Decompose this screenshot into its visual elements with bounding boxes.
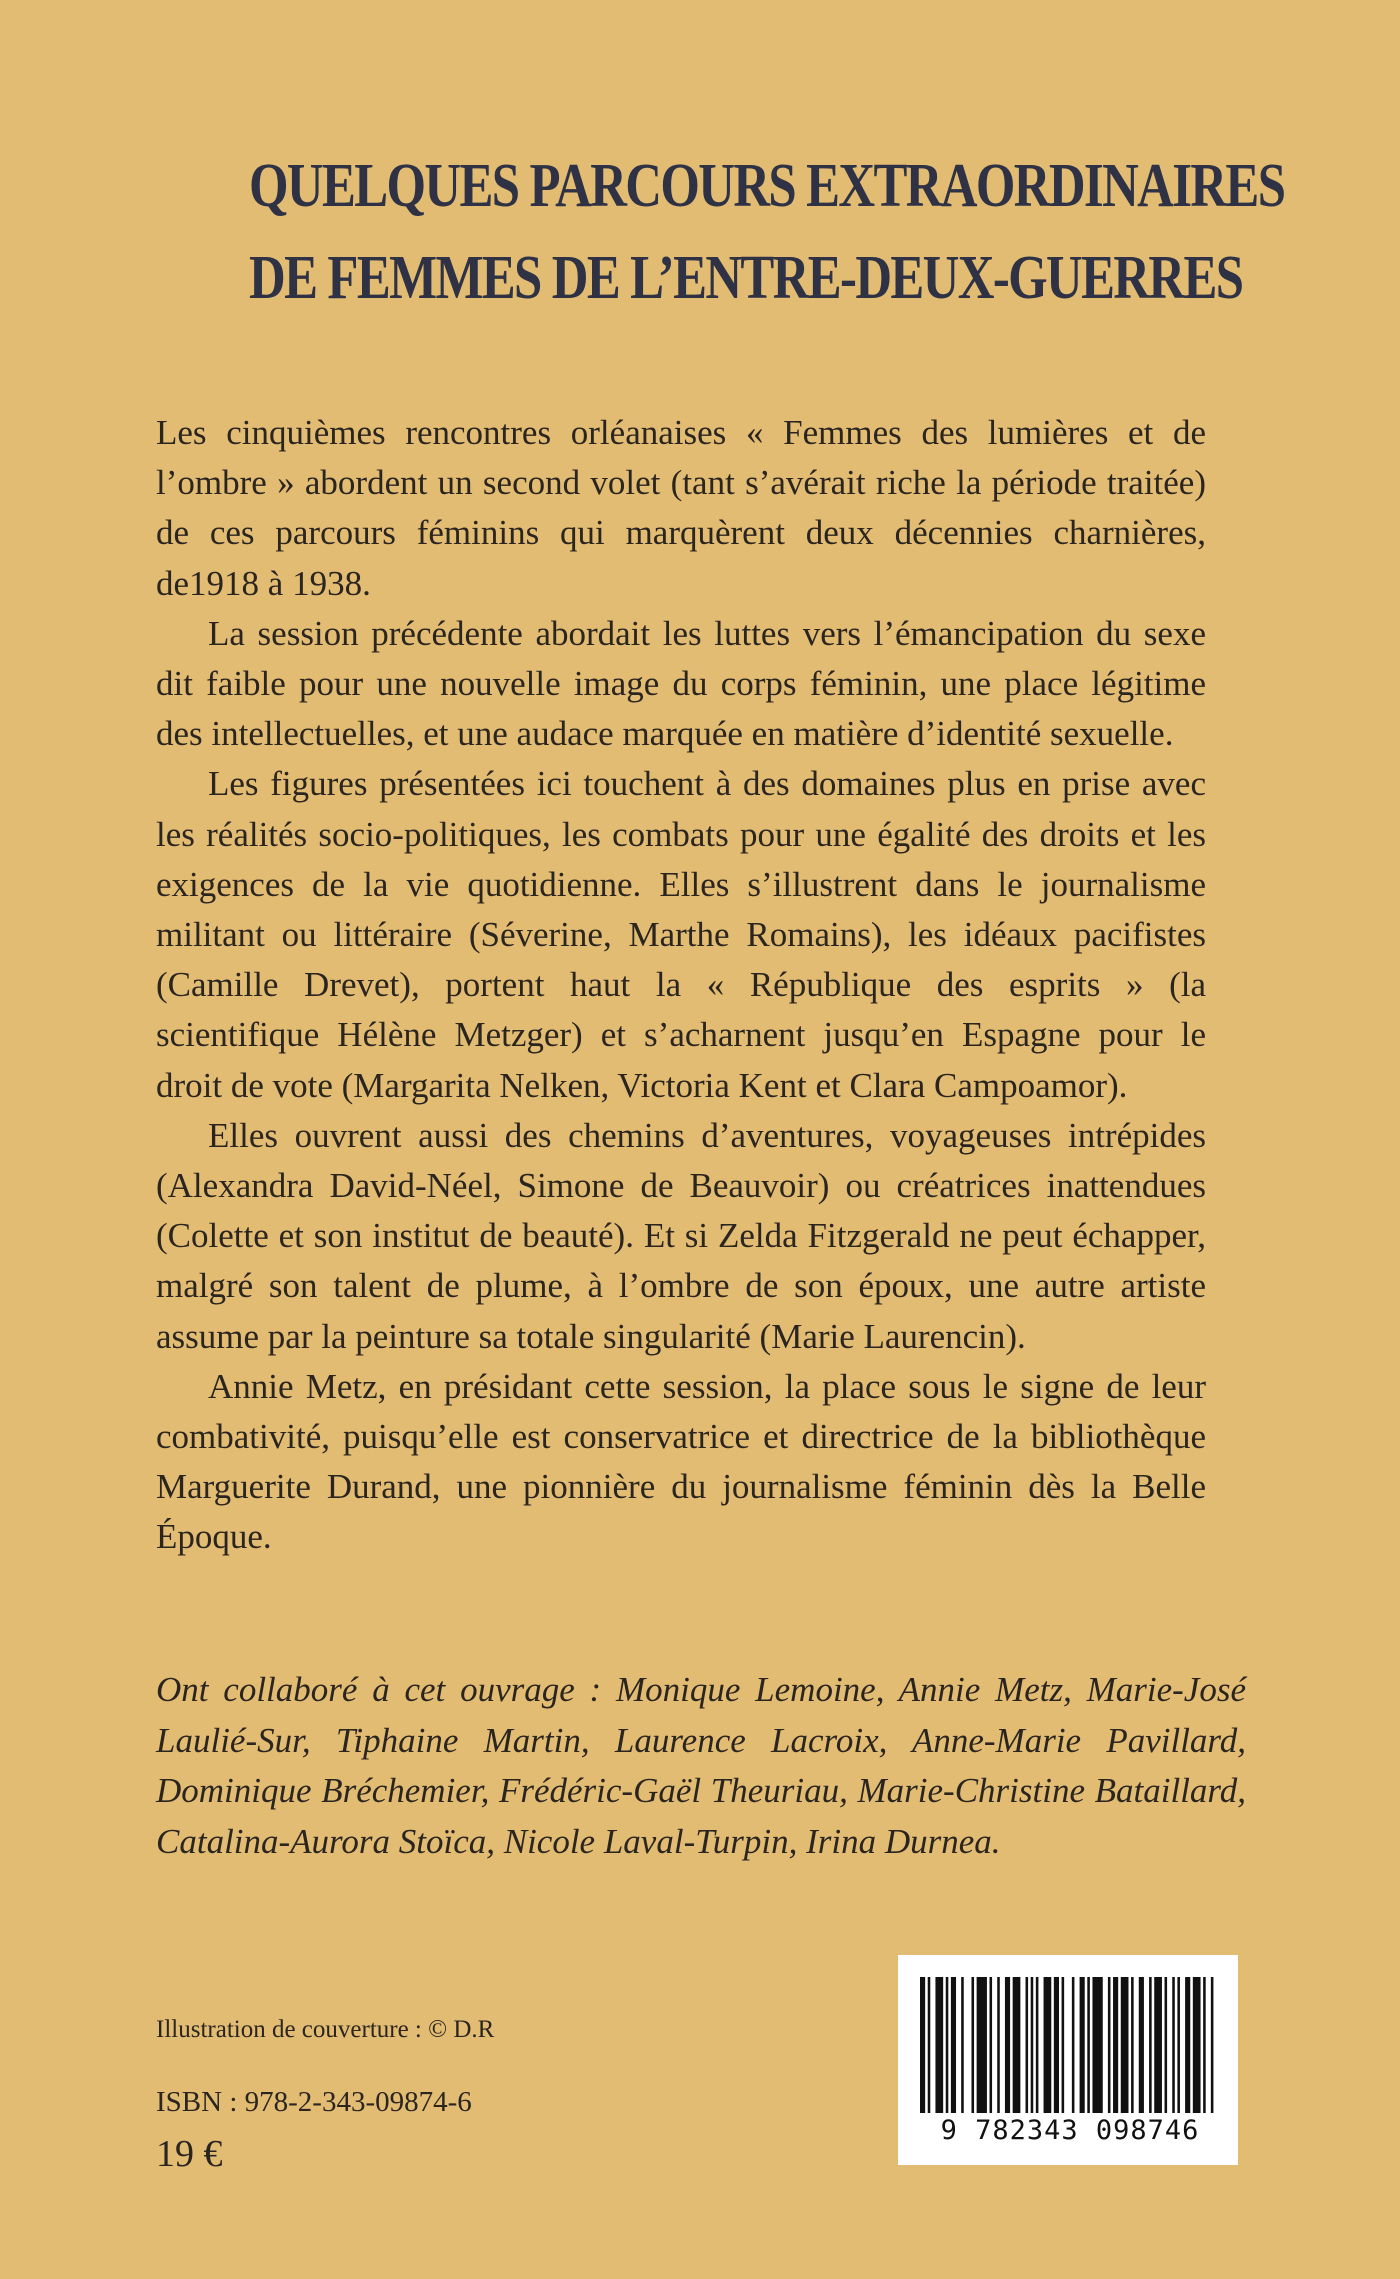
- barcode-bar: [1113, 1977, 1118, 2113]
- barcode-bar: [997, 1977, 1000, 2113]
- barcode-bar: [928, 1977, 931, 2113]
- barcode-bar: [1154, 1977, 1162, 2113]
- barcode-bar: [1036, 1977, 1039, 2113]
- barcode-bar: [971, 1977, 974, 2113]
- barcode-bar: [946, 1977, 949, 2113]
- barcode-bar: [935, 1977, 943, 2113]
- summary-paragraph: Annie Metz, en présidant cette session, la place sous le signe de leur combativité, puisqu’elle est conservatrice et directrice de la bibliothèque Marguerite Durand, une pionnière du journalisme féminin dès la Belle Époque.: [156, 1366, 1206, 1557]
- summary-text: [156, 408, 1206, 1563]
- barcode-bar: [1139, 1977, 1144, 2113]
- barcode-bar: [951, 1977, 956, 2113]
- barcode-bar: [1087, 1977, 1090, 2113]
- barcode-bar: [1054, 1977, 1059, 2113]
- barcode-bar: [1005, 1977, 1010, 2113]
- barcode-bars: [920, 1977, 1216, 2117]
- barcode-bar: [1092, 1977, 1102, 2113]
- barcode-bar: [977, 1977, 987, 2113]
- collaborators-list: Ont collaboré à cet ouvrage : Monique Lemoine, Annie Metz, Marie-José Laulié-Sur, Tiphaine Martin, Laurence Lacroix, Anne-Marie Pavillard, Dominique Bréchemier, Frédéric-Gaël Theuriau, Marie-Christine Bataillard, Catalina-Aurora Stoïca, Nicole Laval-Turpin, Irina Durnea.: [156, 1670, 1246, 1861]
- isbn: ISBN : 978-2-343-09874-6: [156, 2086, 472, 2118]
- barcode-bar: [961, 1977, 964, 2113]
- summary-paragraph: Elles ouvrent aussi des chemins d’aventures, voyageuses intrépides (Alexandra David-Néel, Simone de Beauvoir) ou créatrices inattendues (Colette et son institut de beauté). Et si Zelda Fitzgerald ne peut échapper, malgré son talent de plume, à l’ombre de son époux, une autre artiste assume par la peinture sa totale singularité (Marie Laurencin).: [156, 1115, 1206, 1356]
- barcode-bar: [1131, 1977, 1134, 2113]
- barcode-bar: [1044, 1977, 1052, 2113]
- barcode: [898, 1955, 1238, 2165]
- illustration-credit: Illustration de couverture : © D.R: [156, 2016, 495, 2043]
- barcode-digits: 9 782343 098746: [940, 2115, 1200, 2146]
- summary-paragraph: Les figures présentées ici touchent à des domaines plus en prise avec les réalités socio-politiques, les combats pour une égalité des droits et les exigences de la vie quotidienne. Elles s’illustrent dans le journalisme militant ou littéraire (Séverine, Marthe Romains), les idéaux pacifistes (Camille Drevet), portent haut la « République des esprits » (la scientifique Hélène Metzger) et s’acharnent jusqu’en Espagne pour le droit de vote (Margarita Nelken, Victoria Kent et Clara Campoamor).: [156, 764, 1206, 1105]
- barcode-bar: [1165, 1977, 1168, 2113]
- barcode-bar: [1177, 1977, 1180, 2113]
- barcode-bar: [1193, 1977, 1201, 2113]
- barcode-bar: [920, 1977, 925, 2113]
- barcode-bar: [1172, 1977, 1175, 2113]
- title-line-2: DE FEMMES DE L’ENTRE-DEUX-GUERRES: [249, 244, 1243, 312]
- barcode-bar: [1121, 1977, 1129, 2113]
- price: 19 €: [156, 2133, 223, 2175]
- summary-paragraph: La session précédente abordait les luttes vers l’émancipation du sexe dit faible pour une nouvelle image du corps féminin, une place légitime des intellectuelles, et une audace marquée en matière d’identité sexuelle.: [156, 613, 1206, 754]
- barcode-bar: [1031, 1977, 1034, 2113]
- barcode-bar: [1072, 1977, 1075, 2113]
- summary-paragraph: Les cinquièmes rencontres orléanaises « Femmes des lumières et de l’ombre » abordent un second volet (tant s’avérait riche la période traitée) de ces parcours féminins qui marquèrent deux décennies charnières, de1918 à 1938.: [156, 413, 1206, 603]
- book-title: [249, 140, 1285, 324]
- barcode-bar: [1080, 1977, 1085, 2113]
- title-line-1: QUELQUES PARCOURS EXTRAORDINAIRES: [249, 152, 1285, 220]
- barcode-bar: [1062, 1977, 1065, 2113]
- barcode-bar: [1013, 1977, 1021, 2113]
- barcode-bar: [990, 1977, 993, 2113]
- barcode-bar: [1203, 1977, 1206, 2113]
- barcode-bar: [1211, 1977, 1214, 2113]
- barcode-bar: [1108, 1977, 1111, 2113]
- barcode-bar: [1185, 1977, 1190, 2113]
- barcode-bar: [1149, 1977, 1152, 2113]
- barcode-bar: [1026, 1977, 1029, 2113]
